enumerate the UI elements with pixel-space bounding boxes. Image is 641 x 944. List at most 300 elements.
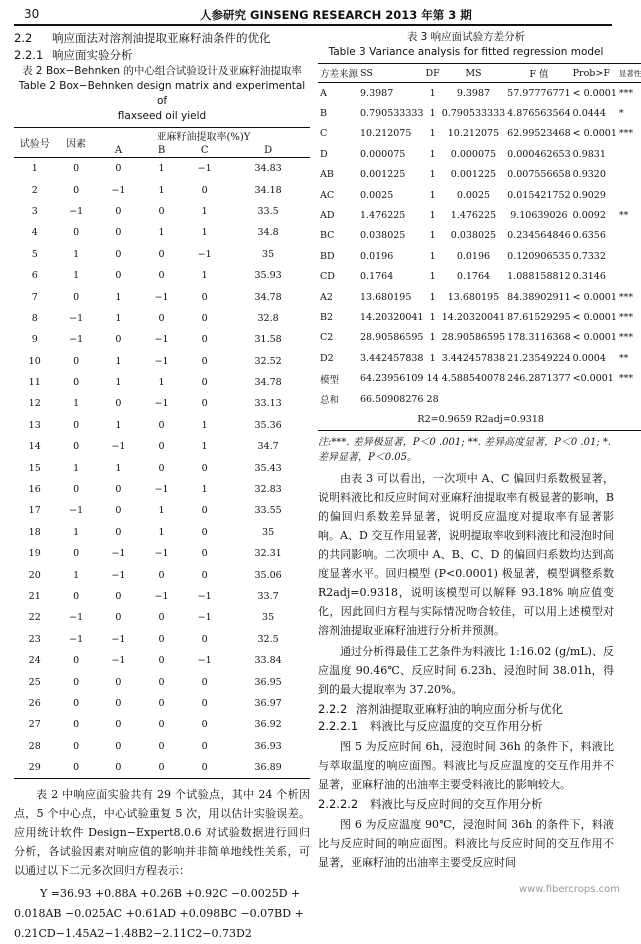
yield-cell: 34.7	[257, 441, 279, 453]
source-cell: C2	[320, 332, 334, 344]
ms-cell: 0.0025	[456, 189, 491, 201]
factor-d-cell: 0	[201, 334, 208, 346]
factor-c-cell: 0	[158, 633, 165, 645]
factor-a-cell: −1	[69, 205, 84, 217]
f-value-cell	[505, 389, 570, 409]
yield-cell: 36.89	[254, 762, 282, 774]
df-cell: 1	[429, 332, 436, 344]
factor-c-cell: 0	[158, 612, 165, 624]
factor-c-cell: 1	[158, 227, 165, 239]
table2-row	[14, 179, 310, 200]
p-value-cell: < 0.0001	[572, 311, 617, 323]
section-2-2-2-1-heading: 2.2.2.1 料液比与反应温度的交互作用分析	[318, 718, 543, 733]
factor-a-cell: 0	[73, 719, 80, 731]
run-number-cell: 21	[28, 591, 41, 602]
factor-c-cell: 0	[158, 205, 165, 217]
table2-caption-en-line1: Table 2 Box−Behnken design matrix and experimental of	[18, 80, 306, 107]
significance-cell	[617, 144, 641, 164]
ms-cell: 9.3987	[456, 87, 491, 99]
ss-cell: 0.0025	[360, 189, 394, 201]
paragraph-table3-analysis: 由表 3 可以看出，一次项中 A、C 偏回归系数极显著，说明料液比和反应时间对亚麻籽油提取率有极显著的影响，B 的偏回归系数差异显著，说明反应温度对提取率有显著影响。A、D 交互作用显著，说明提取率收到料液比和浸泡时间的共同影响。二次项中 A、B、C、D 的偏回归系数均达到高度显著水平。回归模型 (P<0.0001) 极显著，模型调整系数 R2adj=0.9318，说明该模型可以解释 93.18% 响应值变化，因此回归方程与实际情况吻合较佳，可以用上述模型对溶剂油提取亚麻籽油进行分析并预测。	[318, 471, 614, 637]
yield-cell: 35.36	[254, 419, 282, 431]
significance-cell: *	[618, 108, 624, 120]
factor-a-cell: 0	[73, 697, 80, 709]
table3-row	[318, 185, 641, 205]
factor-a-cell: 0	[73, 184, 80, 196]
run-number-cell: 23	[28, 633, 41, 645]
factor-b-cell: 0	[115, 526, 122, 538]
factor-d-cell: 1	[201, 419, 208, 431]
equation-line-2: 0.018AB −0.025AC +0.61AD +0.098BC −0.07BD +	[14, 907, 304, 921]
yield-cell: 35.93	[254, 270, 282, 282]
factor-b-cell: −1	[111, 655, 126, 667]
f-value-cell: 9.10639026	[510, 210, 568, 222]
significance-cell	[617, 165, 641, 185]
table2-head-yield: 亚麻籽油提取率(%)Y	[156, 132, 251, 143]
ss-cell: 14.20320041	[360, 311, 424, 323]
table2-caption-cn: 表 2 Box−Behnken 的中心组合试验设计及亚麻籽油提取率	[22, 65, 302, 77]
factor-d-cell: −1	[197, 248, 212, 260]
run-number-cell: 9	[31, 334, 38, 346]
yield-cell: 36.92	[254, 719, 282, 731]
factor-a-cell: −1	[69, 612, 84, 624]
table3-head-source: 方差来源	[320, 69, 359, 80]
run-number-cell: 22	[28, 612, 41, 624]
table2-row	[14, 522, 310, 543]
table3-r2: R2=0.9659 R2adj=0.9318	[417, 413, 544, 425]
p-value-cell	[571, 389, 617, 409]
run-number-cell: 8	[31, 312, 38, 324]
table2-row	[14, 222, 310, 243]
df-cell: 1	[429, 352, 436, 364]
table2-row	[14, 650, 310, 671]
table2-row	[14, 265, 310, 286]
ms-cell: 4.588540078	[441, 373, 506, 385]
f-value-cell: 57.97776771	[507, 87, 571, 99]
table3-row	[318, 226, 641, 246]
yield-cell: 31.58	[254, 334, 282, 346]
source-cell: A	[320, 87, 327, 99]
factor-c-cell: −1	[154, 291, 169, 303]
paragraph-table2-description: 表 2 中响应面实验共有 29 个试验点，其中 24 个析因点，5 个中心点，中心试验重复 5 次，用以估计实验误差。应用统计软件 Design−Expert8.0.6 对试验数据进行回归分析，各试验因素对响应值的影响并非简单地线性关系，可以通过以下二元多次回归方程表示：	[14, 788, 310, 878]
factor-d-cell: 0	[201, 740, 208, 752]
run-number-cell: 6	[31, 270, 38, 282]
factor-d-cell: 0	[201, 569, 208, 581]
section-2-2-2-heading: 2.2.2 溶剂油提取亚麻籽油的响应面分析与优化	[318, 701, 563, 716]
run-number-cell: 3	[31, 205, 38, 217]
yield-cell: 33.55	[254, 505, 282, 517]
equation-line-3: 0.21CD−1.45A2−1.48B2−2.11C2−0.73D2	[14, 927, 252, 941]
factor-b-cell: 0	[115, 163, 122, 175]
factor-a-cell: 1	[73, 248, 80, 260]
paragraph-figure6: 图 6 为反应温度 90℃，浸泡时间 36h 的条件下，料液比与反应时间的响应面图。料液比与反应时间的交互作用不显著，亚麻籽油的出油率主要受反应时间	[318, 817, 614, 869]
f-value-cell: 0.234564846	[507, 230, 571, 242]
significance-cell	[617, 246, 641, 266]
significance-cell: ***	[618, 373, 634, 385]
f-value-cell: 1.088158812	[507, 271, 571, 283]
table3-row	[318, 103, 641, 123]
factor-c-cell: 0	[158, 312, 165, 324]
ss-cell: 3.442457838	[360, 352, 424, 364]
df-cell: 1	[429, 230, 436, 242]
source-cell: BC	[320, 230, 335, 242]
run-number-cell: 27	[28, 719, 41, 731]
significance-cell: ***	[618, 128, 634, 140]
ms-cell: 13.680195	[447, 291, 500, 303]
run-number-cell: 12	[28, 398, 41, 410]
factor-c-cell: 0	[158, 762, 165, 774]
ss-cell: 0.001225	[360, 169, 406, 181]
factor-b-cell: 1	[115, 419, 122, 431]
yield-cell: 35	[262, 526, 275, 538]
ms-cell: 28.90586595	[441, 332, 506, 344]
ss-cell: 13.680195	[360, 291, 412, 303]
factor-b-cell: 0	[115, 398, 122, 410]
table2-row	[14, 671, 310, 692]
yield-cell: 33.7	[257, 591, 279, 602]
paragraph-optimal-conditions: 通过分析得最佳工艺条件为料液比 1:16.02 (g/mL)、反应温度 90.46℃、反应时间 6.23h、浸泡时间 38.01h，得到的最大提取率为 37.20%。	[318, 644, 614, 696]
table3-row	[318, 165, 641, 185]
table2-row	[14, 629, 310, 650]
ms-cell: 10.212075	[447, 128, 500, 140]
table2-row	[14, 607, 310, 628]
yield-cell: 34.78	[254, 291, 282, 303]
run-number-cell: 14	[28, 441, 41, 453]
factor-d-cell: 1	[201, 227, 208, 239]
table3-row	[318, 368, 641, 388]
table2-row	[14, 286, 310, 307]
source-cell: C	[320, 128, 328, 140]
factor-b-cell: −1	[111, 184, 126, 196]
table3-caption-cn: 表 3 响应面试验方差分析	[406, 31, 526, 43]
right-column	[318, 30, 641, 872]
yield-cell: 35.06	[254, 569, 282, 581]
factor-d-cell: 1	[201, 205, 208, 217]
significance-cell: ***	[618, 291, 634, 303]
df-cell: 14	[426, 373, 439, 385]
ss-cell: 0.790533333	[360, 108, 424, 120]
p-value-cell: 0.9029	[572, 189, 606, 201]
factor-c-cell: 1	[158, 526, 165, 538]
table2-head-d: D	[264, 144, 273, 156]
yield-cell: 35	[262, 248, 275, 260]
source-cell: B2	[320, 311, 334, 323]
yield-cell: 33.13	[254, 398, 282, 410]
factor-a-cell: 0	[73, 355, 80, 367]
ms-cell: 0.000075	[450, 148, 497, 160]
factor-d-cell: 0	[201, 462, 208, 474]
table2-row	[14, 693, 310, 714]
table2-row	[14, 500, 310, 521]
source-cell: 总和	[320, 395, 340, 407]
table3-head-df: DF	[425, 67, 440, 79]
significance-cell: **	[618, 210, 629, 222]
run-number-cell: 25	[28, 676, 41, 688]
factor-b-cell: 1	[115, 462, 122, 474]
yield-cell: 34.18	[254, 184, 282, 196]
table2-row	[14, 543, 310, 564]
factor-d-cell: 0	[201, 312, 208, 324]
ms-cell: 0.790533333	[441, 108, 506, 120]
run-number-cell: 2	[31, 184, 38, 196]
df-cell: 1	[429, 250, 436, 262]
p-value-cell: < 0.0001	[572, 128, 617, 140]
factor-b-cell: 0	[115, 334, 122, 346]
table2-row	[14, 714, 310, 735]
factor-c-cell: 0	[158, 248, 165, 260]
ss-cell: 64.23956109	[360, 373, 424, 385]
table2-head-c: C	[200, 144, 209, 156]
run-number-cell: 15	[28, 462, 41, 474]
df-cell: 1	[429, 128, 436, 140]
df-cell: 1	[429, 148, 436, 160]
run-number-cell: 28	[28, 740, 41, 752]
f-value-cell: 0.120906535	[507, 250, 571, 262]
table2-row	[14, 457, 310, 478]
factor-c-cell: −1	[154, 484, 169, 496]
table2-caption-en-line2: flaxseed oil yield	[117, 110, 207, 122]
factor-a-cell: 1	[73, 398, 80, 410]
run-number-cell: 1	[31, 163, 38, 175]
factor-c-cell: 0	[158, 697, 165, 709]
factor-a-cell: −1	[69, 505, 84, 517]
factor-b-cell: 1	[115, 377, 122, 389]
yield-cell: 34.78	[254, 377, 282, 389]
yield-cell: 36.95	[254, 676, 282, 688]
table3-caption-en: Table 3 Variance analysis for fitted regression model	[328, 46, 604, 58]
factor-c-cell: 1	[158, 505, 165, 517]
journal-title: 人参研究 GINSENG RESEARCH 2013 年第 3 期	[200, 8, 472, 22]
table3-row	[318, 83, 641, 104]
factor-c-cell: 0	[158, 270, 165, 282]
factor-b-cell: 0	[115, 270, 122, 282]
table3-row	[318, 267, 641, 287]
table3	[318, 63, 641, 431]
table3-row	[318, 144, 641, 164]
factor-b-cell: 0	[115, 612, 122, 624]
factor-c-cell: 0	[158, 462, 165, 474]
factor-d-cell: 0	[201, 697, 208, 709]
factor-c-cell: 1	[158, 377, 165, 389]
yield-cell: 33.5	[257, 205, 279, 217]
factor-d-cell: 0	[201, 762, 208, 774]
f-value-cell: 4.876563564	[507, 108, 571, 120]
run-number-cell: 19	[28, 548, 41, 560]
ss-cell: 0.0196	[360, 250, 394, 262]
run-number-cell: 18	[28, 526, 41, 538]
page-number: 30	[24, 7, 40, 21]
table3-head-ss: SS	[360, 67, 373, 79]
table2-row	[14, 436, 310, 457]
f-value-cell: 246.2871377	[507, 373, 571, 385]
table3-row	[318, 389, 641, 409]
ss-cell: 66.50908276	[360, 393, 424, 405]
factor-b-cell: −1	[111, 441, 126, 453]
table2-row	[14, 308, 310, 329]
factor-b-cell: 1	[115, 312, 122, 324]
p-value-cell: 0.7332	[572, 250, 606, 262]
source-cell: A2	[320, 291, 333, 303]
ms-cell: 14.20320041	[441, 311, 506, 323]
yield-cell: 32.83	[254, 484, 282, 496]
table2-row	[14, 372, 310, 393]
section-2-2-1-heading: 2.2.1 响应面实验分析	[14, 48, 133, 62]
significance-cell: ***	[618, 332, 634, 344]
ss-cell: 10.212075	[360, 128, 412, 140]
page-header	[14, 4, 612, 26]
significance-cell: ***	[618, 87, 634, 99]
significance-cell: **	[618, 352, 629, 364]
df-cell: 1	[429, 271, 436, 283]
f-value-cell: 0.000462653	[507, 148, 571, 160]
factor-a-cell: 0	[73, 227, 80, 239]
factor-a-cell: 0	[73, 291, 80, 303]
table2-row	[14, 329, 310, 350]
table3-head-sig: 显著性	[618, 68, 641, 78]
f-value-cell: 0.015421752	[507, 189, 571, 201]
table2-row	[14, 757, 310, 779]
source-cell: BD	[320, 250, 335, 262]
factor-b-cell: 0	[115, 697, 122, 709]
section-2-2-2-2-heading: 2.2.2.2 料液比与反应时间的交互作用分析	[318, 796, 543, 811]
factor-a-cell: 0	[73, 548, 80, 560]
f-value-cell: 21.23549224	[507, 352, 571, 364]
table2-head-a: A	[114, 144, 123, 156]
ss-cell: 0.000075	[360, 148, 406, 160]
f-value-cell: 178.3116368	[507, 332, 571, 344]
source-cell: CD	[320, 271, 335, 283]
ss-cell: 1.476225	[360, 210, 406, 222]
yield-cell: 34.8	[257, 227, 279, 239]
df-cell: 1	[429, 189, 436, 201]
f-value-cell: 62.99523468	[507, 128, 571, 140]
run-number-cell: 7	[31, 291, 38, 303]
factor-d-cell: 0	[201, 548, 208, 560]
source-cell: AB	[320, 169, 334, 181]
source-cell: 模型	[320, 374, 340, 386]
table3-row	[318, 287, 641, 307]
df-cell: 28	[426, 393, 439, 405]
factor-b-cell: 0	[115, 227, 122, 239]
paragraph-figure5: 图 5 为反应时间 6h，浸泡时间 36h 的条件下，料液比与萃取温度的响应面图。料液比与反应温度的交互作用并不显著，亚麻籽油的出油率主要受料液比的影响较大。	[318, 739, 614, 791]
factor-a-cell: 1	[73, 270, 80, 282]
ms-cell: 0.0196	[456, 250, 491, 262]
p-value-cell: 0.3146	[572, 271, 606, 283]
factor-a-cell: 0	[73, 163, 80, 175]
df-cell: 1	[429, 169, 436, 181]
yield-cell: 35.43	[254, 462, 282, 474]
factor-d-cell: 0	[201, 505, 208, 517]
source-cell: D	[320, 148, 328, 160]
significance-cell	[617, 226, 641, 246]
yield-cell: 35	[262, 612, 275, 624]
ms-cell: 3.442457838	[441, 352, 506, 364]
p-value-cell: 0.6356	[572, 230, 606, 242]
factor-c-cell: 1	[158, 163, 165, 175]
source-cell: D2	[320, 352, 334, 364]
yield-cell: 34.83	[254, 163, 282, 175]
p-value-cell: < 0.0001	[572, 332, 617, 344]
factor-a-cell: 0	[73, 676, 80, 688]
p-value-cell: 0.0004	[572, 352, 606, 364]
table2-head-factor: 因素	[66, 139, 87, 150]
factor-d-cell: 0	[201, 291, 208, 303]
df-cell: 1	[429, 291, 436, 303]
factor-c-cell: 0	[158, 676, 165, 688]
run-number-cell: 29	[28, 762, 41, 774]
significance-cell	[617, 185, 641, 205]
factor-c-cell: −1	[154, 334, 169, 346]
table3-row	[318, 205, 641, 225]
factor-b-cell: 1	[115, 355, 122, 367]
df-cell: 1	[429, 210, 436, 222]
factor-a-cell: 1	[73, 569, 80, 581]
factor-b-cell: 0	[115, 740, 122, 752]
ss-cell: 0.038025	[360, 230, 406, 242]
df-cell: 1	[429, 87, 436, 99]
factor-b-cell: 0	[115, 719, 122, 731]
factor-c-cell: 0	[158, 655, 165, 667]
yield-cell: 32.8	[257, 312, 279, 324]
p-value-cell: 0.9320	[572, 169, 606, 181]
source-cell: AD	[320, 210, 335, 222]
p-value-cell: < 0.0001	[572, 87, 617, 99]
factor-d-cell: 0	[201, 398, 208, 410]
table2-row	[14, 736, 310, 757]
factor-d-cell: 0	[201, 377, 208, 389]
p-value-cell: < 0.0001	[572, 291, 617, 303]
header-rule	[14, 24, 612, 26]
f-value-cell: 0.007556658	[507, 169, 571, 181]
yield-cell: 32.31	[254, 548, 282, 560]
table3-row	[318, 328, 641, 348]
significance-cell: ***	[618, 311, 634, 323]
factor-c-cell: 0	[158, 740, 165, 752]
table3-row	[318, 124, 641, 144]
factor-d-cell: 0	[201, 633, 208, 645]
run-number-cell: 20	[28, 569, 41, 581]
factor-a-cell: 0	[73, 419, 80, 431]
table2-row	[14, 158, 310, 180]
factor-a-cell: 0	[73, 484, 80, 496]
factor-a-cell: −1	[69, 633, 84, 645]
watermark: www.fibercrops.com	[518, 884, 620, 895]
factor-c-cell: −1	[154, 591, 169, 602]
table2-row	[14, 393, 310, 414]
factor-c-cell: 0	[158, 569, 165, 581]
factor-b-cell: 0	[115, 205, 122, 217]
factor-b-cell: 0	[115, 484, 122, 496]
table3-head-f: F 值	[529, 69, 549, 80]
ms-cell: 0.001225	[450, 169, 497, 181]
factor-d-cell: 0	[201, 676, 208, 688]
factor-d-cell: 0	[201, 526, 208, 538]
table3-note: 注:***. 差异极显著，P＜0 .001; **. 差异高度显著，P＜0 .01; *. 差异显著，P＜0.05。	[318, 436, 612, 463]
factor-d-cell: 1	[201, 270, 208, 282]
yield-cell: 33.84	[254, 655, 282, 667]
table2-head-run: 试验号	[19, 139, 50, 150]
table2-row	[14, 479, 310, 500]
table2-row	[14, 201, 310, 222]
factor-a-cell: 0	[73, 740, 80, 752]
f-value-cell: 87.61529295	[507, 311, 571, 323]
factor-c-cell: 1	[158, 184, 165, 196]
factor-d-cell: 0	[201, 184, 208, 196]
factor-b-cell: 1	[115, 291, 122, 303]
factor-d-cell: 0	[201, 355, 208, 367]
run-number-cell: 13	[28, 419, 41, 431]
factor-b-cell: −1	[111, 633, 126, 645]
